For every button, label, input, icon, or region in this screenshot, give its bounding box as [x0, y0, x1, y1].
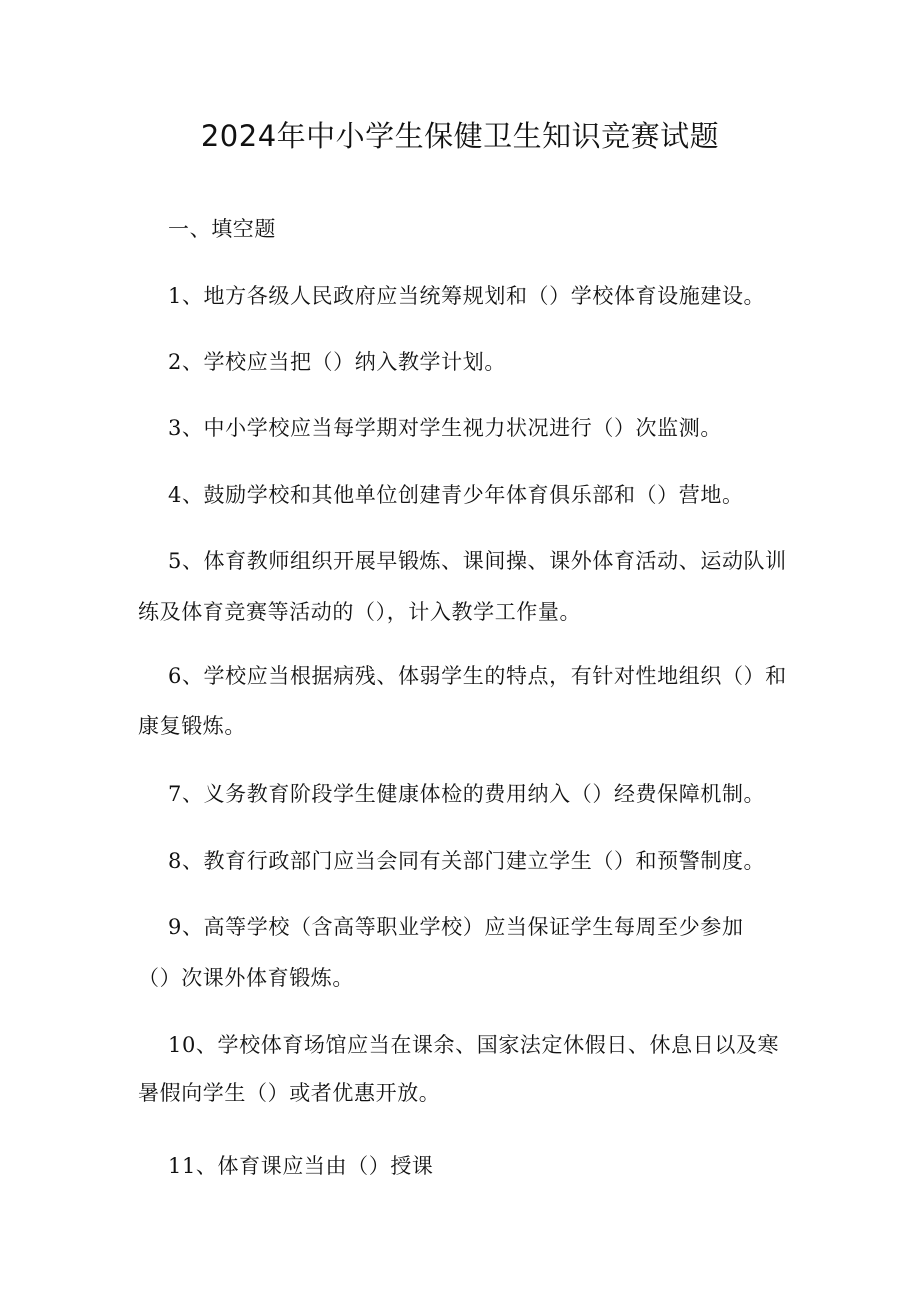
question-6-line-2: 康复锻炼。	[138, 714, 246, 738]
section-heading: 一、填空题	[168, 217, 276, 241]
question-9-line-2: （）次课外体育锻炼。	[138, 966, 354, 990]
question-2: 2、学校应当把（）纳入教学计划。	[168, 350, 506, 374]
question-6-line-1: 6、学校应当根据病残、体弱学生的特点，有针对性地组织（）和	[168, 664, 787, 688]
question-9-line-1: 9、高等学校（含高等职业学校）应当保证学生每周至少参加	[168, 915, 744, 939]
question-1: 1、地方各级人民政府应当统筹规划和（）学校体育设施建设。	[168, 284, 766, 308]
document-title: 2024年中小学生保健卫生知识竞赛试题	[200, 119, 720, 153]
question-10-line-1: 10、学校体育场馆应当在课余、国家法定休假日、休息日以及寒	[168, 1033, 780, 1057]
question-7: 7、义务教育阶段学生健康体检的费用纳入（）经费保障机制。	[168, 782, 766, 806]
question-4: 4、鼓励学校和其他单位创建青少年体育俱乐部和（）营地。	[168, 483, 744, 507]
question-10-line-2: 暑假向学生（）或者优惠开放。	[138, 1081, 441, 1105]
question-3: 3、中小学校应当每学期对学生视力状况进行（）次监测。	[168, 416, 722, 440]
question-5-line-1: 5、体育教师组织开展早锻炼、课间操、课外体育活动、运动队训	[168, 549, 787, 573]
question-11: 11、体育课应当由（）授课	[168, 1154, 434, 1178]
question-8: 8、教育行政部门应当会同有关部门建立学生（）和预警制度。	[168, 849, 766, 873]
question-5-line-2: 练及体育竞赛等活动的（），计入教学工作量。	[138, 600, 582, 624]
